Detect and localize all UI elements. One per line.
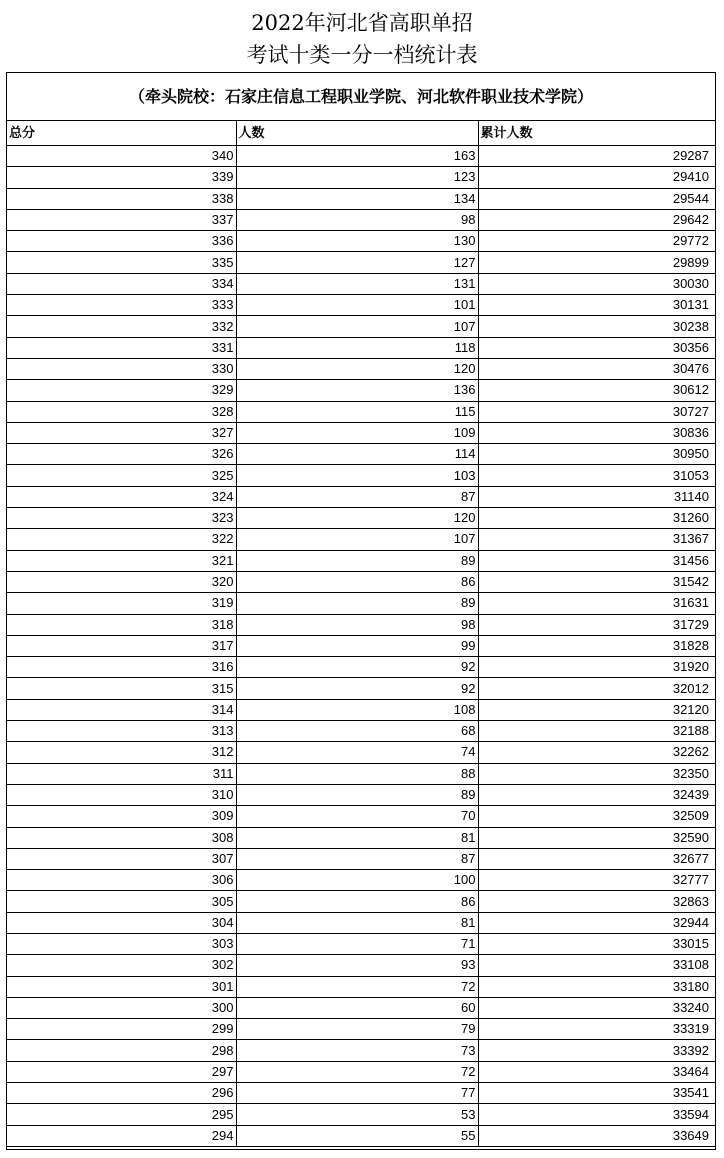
table-row (7, 848, 715, 869)
table-row (7, 167, 715, 188)
score-table-frame (6, 72, 716, 1150)
table-row (7, 699, 715, 720)
page-title: 2022年河北省高职单招 (251, 11, 473, 35)
cumulative-cell: 30727 (478, 401, 715, 422)
cumulative-cell: 29642 (478, 209, 715, 230)
cumulative-cell: 30238 (478, 316, 715, 337)
count-cell: 55 (236, 1125, 478, 1146)
count-cell: 101 (236, 295, 478, 316)
table-row (7, 252, 715, 273)
cumulative-cell: 32863 (478, 891, 715, 912)
count-cell: 134 (236, 188, 478, 209)
table-row (7, 529, 715, 550)
column-header-total-score: 总分 (7, 121, 236, 146)
cumulative-cell: 31631 (478, 593, 715, 614)
cumulative-cell: 31367 (478, 529, 715, 550)
count-cell: 120 (236, 508, 478, 529)
table-row (7, 1019, 715, 1040)
table-body (7, 146, 715, 1147)
count-cell: 87 (236, 848, 478, 869)
count-cell: 70 (236, 806, 478, 827)
table-row (7, 486, 715, 507)
cumulative-cell: 30836 (478, 422, 715, 443)
cumulative-cell: 33392 (478, 1040, 715, 1061)
count-cell: 163 (236, 146, 478, 167)
cumulative-cell: 32262 (478, 742, 715, 763)
table-row (7, 635, 715, 656)
score-cell: 309 (7, 806, 236, 827)
table-row (7, 870, 715, 891)
cumulative-cell: 32120 (478, 699, 715, 720)
table-row (7, 358, 715, 379)
cumulative-cell: 31920 (478, 657, 715, 678)
count-cell: 72 (236, 1061, 478, 1082)
count-cell: 71 (236, 933, 478, 954)
score-cell: 302 (7, 955, 236, 976)
score-cell: 319 (7, 593, 236, 614)
cumulative-cell: 32590 (478, 827, 715, 848)
cumulative-cell: 32439 (478, 784, 715, 805)
score-cell: 304 (7, 912, 236, 933)
score-cell: 315 (7, 678, 236, 699)
table-row (7, 678, 715, 699)
count-cell: 68 (236, 721, 478, 742)
score-cell: 313 (7, 721, 236, 742)
table-row (7, 763, 715, 784)
count-cell: 123 (236, 167, 478, 188)
score-cell: 300 (7, 997, 236, 1018)
table-row (7, 912, 715, 933)
score-cell: 306 (7, 870, 236, 891)
count-cell: 89 (236, 550, 478, 571)
table-row (7, 1083, 715, 1104)
cumulative-cell: 33108 (478, 955, 715, 976)
cumulative-cell: 29287 (478, 146, 715, 167)
table-row (7, 827, 715, 848)
score-cell: 298 (7, 1040, 236, 1061)
count-cell: 118 (236, 337, 478, 358)
score-cell: 314 (7, 699, 236, 720)
cumulative-cell: 33319 (478, 1019, 715, 1040)
table-row (7, 721, 715, 742)
table-row (7, 465, 715, 486)
score-cell: 333 (7, 295, 236, 316)
table-row (7, 976, 715, 997)
count-cell: 107 (236, 529, 478, 550)
cumulative-cell: 32350 (478, 763, 715, 784)
table-row (7, 209, 715, 230)
score-cell: 332 (7, 316, 236, 337)
cumulative-cell: 33464 (478, 1061, 715, 1082)
count-cell: 109 (236, 422, 478, 443)
score-cell: 323 (7, 508, 236, 529)
table-row (7, 571, 715, 592)
score-cell: 325 (7, 465, 236, 486)
count-cell: 79 (236, 1019, 478, 1040)
table-row (7, 1104, 715, 1125)
count-cell: 89 (236, 593, 478, 614)
cumulative-cell: 32677 (478, 848, 715, 869)
table-row (7, 933, 715, 954)
score-cell: 320 (7, 571, 236, 592)
cumulative-cell: 32777 (478, 870, 715, 891)
count-cell: 127 (236, 252, 478, 273)
table-row (7, 955, 715, 976)
table-row (7, 444, 715, 465)
score-cell: 307 (7, 848, 236, 869)
score-cell: 297 (7, 1061, 236, 1082)
cumulative-cell: 31729 (478, 614, 715, 635)
count-cell: 98 (236, 614, 478, 635)
score-cell: 318 (7, 614, 236, 635)
score-cell: 301 (7, 976, 236, 997)
score-cell: 316 (7, 657, 236, 678)
table-row (7, 1061, 715, 1082)
cumulative-cell: 31053 (478, 465, 715, 486)
count-cell: 130 (236, 231, 478, 252)
score-cell: 338 (7, 188, 236, 209)
count-cell: 86 (236, 571, 478, 592)
count-cell: 60 (236, 997, 478, 1018)
cumulative-cell: 33594 (478, 1104, 715, 1125)
cumulative-cell: 29410 (478, 167, 715, 188)
score-cell: 324 (7, 486, 236, 507)
table-row (7, 742, 715, 763)
table-row (7, 231, 715, 252)
cumulative-cell: 33649 (478, 1125, 715, 1146)
table-row (7, 146, 715, 167)
table-row (7, 188, 715, 209)
score-cell: 337 (7, 209, 236, 230)
cumulative-cell: 31140 (478, 486, 715, 507)
cumulative-cell: 30030 (478, 273, 715, 294)
count-cell: 72 (236, 976, 478, 997)
score-cell: 339 (7, 167, 236, 188)
cumulative-cell: 31260 (478, 508, 715, 529)
count-cell: 81 (236, 827, 478, 848)
cumulative-cell: 32012 (478, 678, 715, 699)
table-row (7, 273, 715, 294)
score-cell: 327 (7, 422, 236, 443)
cumulative-cell: 32944 (478, 912, 715, 933)
cumulative-cell: 32509 (478, 806, 715, 827)
cumulative-cell: 33240 (478, 997, 715, 1018)
table-row (7, 550, 715, 571)
score-cell: 340 (7, 146, 236, 167)
score-cell: 321 (7, 550, 236, 571)
count-cell: 88 (236, 763, 478, 784)
score-cell: 322 (7, 529, 236, 550)
score-cell: 312 (7, 742, 236, 763)
score-cell: 299 (7, 1019, 236, 1040)
column-header-count: 人数 (236, 121, 478, 146)
count-cell: 131 (236, 273, 478, 294)
table-row (7, 295, 715, 316)
score-cell: 317 (7, 635, 236, 656)
count-cell: 98 (236, 209, 478, 230)
table-row (7, 891, 715, 912)
score-cell: 331 (7, 337, 236, 358)
count-cell: 53 (236, 1104, 478, 1125)
cumulative-cell: 32188 (478, 721, 715, 742)
count-cell: 77 (236, 1083, 478, 1104)
count-cell: 99 (236, 635, 478, 656)
score-cell: 326 (7, 444, 236, 465)
count-cell: 103 (236, 465, 478, 486)
cumulative-cell: 30950 (478, 444, 715, 465)
count-cell: 115 (236, 401, 478, 422)
score-cell: 305 (7, 891, 236, 912)
score-cell: 310 (7, 784, 236, 805)
table-row (7, 784, 715, 805)
count-cell: 92 (236, 678, 478, 699)
score-cell: 295 (7, 1104, 236, 1125)
cumulative-cell: 30612 (478, 380, 715, 401)
cumulative-cell: 33541 (478, 1083, 715, 1104)
table-row (7, 337, 715, 358)
score-cell: 329 (7, 380, 236, 401)
cumulative-cell: 33015 (478, 933, 715, 954)
count-cell: 120 (236, 358, 478, 379)
score-cell: 311 (7, 763, 236, 784)
score-cell: 294 (7, 1125, 236, 1146)
cumulative-cell: 31542 (478, 571, 715, 592)
table-row (7, 316, 715, 337)
table-row (7, 508, 715, 529)
score-cell: 334 (7, 273, 236, 294)
table-row (7, 997, 715, 1018)
table-row (7, 380, 715, 401)
count-cell: 107 (236, 316, 478, 337)
score-table (7, 121, 715, 1147)
score-cell: 330 (7, 358, 236, 379)
score-cell: 296 (7, 1083, 236, 1104)
count-cell: 73 (236, 1040, 478, 1061)
table-row (7, 593, 715, 614)
count-cell: 87 (236, 486, 478, 507)
cumulative-cell: 30131 (478, 295, 715, 316)
score-cell: 328 (7, 401, 236, 422)
cumulative-cell: 30476 (478, 358, 715, 379)
table-row (7, 614, 715, 635)
cumulative-cell: 33180 (478, 976, 715, 997)
count-cell: 100 (236, 870, 478, 891)
cumulative-cell: 29544 (478, 188, 715, 209)
count-cell: 108 (236, 699, 478, 720)
count-cell: 86 (236, 891, 478, 912)
table-row (7, 1125, 715, 1146)
score-cell: 303 (7, 933, 236, 954)
count-cell: 136 (236, 380, 478, 401)
table-caption: （牵头院校：石家庄信息工程职业学院、河北软件职业技术学院） (7, 73, 715, 121)
cumulative-cell: 31456 (478, 550, 715, 571)
count-cell: 81 (236, 912, 478, 933)
cumulative-cell: 31828 (478, 635, 715, 656)
table-row (7, 422, 715, 443)
count-cell: 93 (236, 955, 478, 976)
score-cell: 335 (7, 252, 236, 273)
table-header-row (7, 121, 715, 146)
page-subtitle: 考试十类一分一档统计表 (246, 43, 478, 67)
table-row (7, 806, 715, 827)
score-cell: 308 (7, 827, 236, 848)
table-row (7, 657, 715, 678)
count-cell: 89 (236, 784, 478, 805)
cumulative-cell: 29772 (478, 231, 715, 252)
cumulative-cell: 29899 (478, 252, 715, 273)
table-row (7, 401, 715, 422)
table-row (7, 1040, 715, 1061)
count-cell: 114 (236, 444, 478, 465)
score-cell: 336 (7, 231, 236, 252)
count-cell: 92 (236, 657, 478, 678)
cumulative-cell: 30356 (478, 337, 715, 358)
count-cell: 74 (236, 742, 478, 763)
column-header-cumulative: 累计人数 (478, 121, 715, 146)
